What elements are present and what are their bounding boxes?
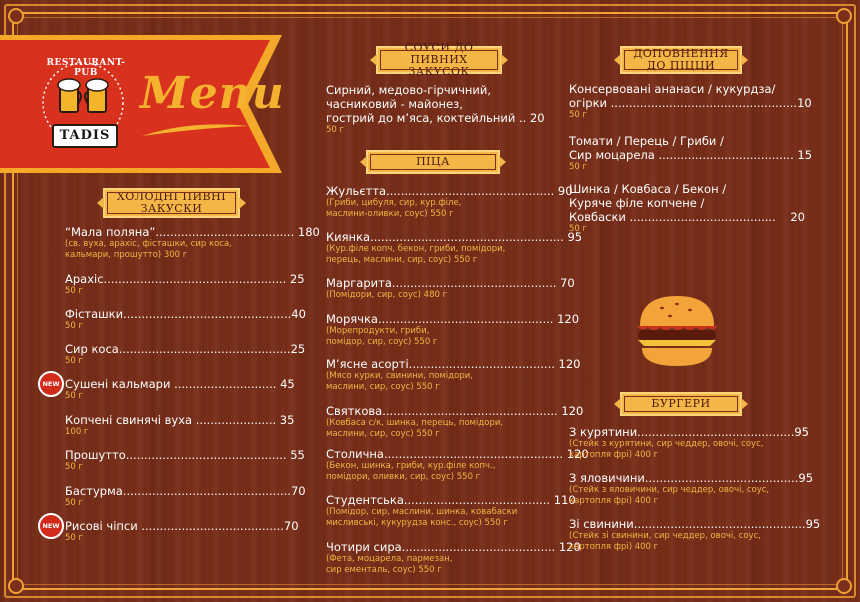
menu-item: [65, 307, 306, 332]
menu-item-name-price: Прошутто............................................ 55: [65, 448, 305, 462]
section-header-cold-snacks: [103, 188, 240, 218]
menu-item-description: 50 г: [65, 498, 83, 508]
menu-item: [326, 230, 582, 265]
section-header-line: ЗАКУСОК: [408, 65, 470, 78]
menu-item-name-price: Томати / Перець / Гриби / Сир моцарела ..................................... 15: [569, 134, 813, 162]
menu-item-description: 50 г: [65, 462, 83, 472]
new-badge: NEW: [38, 371, 64, 397]
menu-item-description: (Гриби, цибуля, сир, кур.філе, маслини-оливки, соус) 550 г: [326, 198, 462, 219]
menu-item-name-price: Киянка..................................................... 95: [326, 230, 583, 244]
menu-item: [326, 312, 579, 347]
section-header-toppings: [620, 46, 742, 74]
section-header-line: ХОЛОДНІ ПИВНІ: [116, 190, 227, 203]
menu-item-name-price: Арахіс.................................................. 25: [65, 272, 305, 286]
menu-item: [569, 134, 812, 173]
menu-item-description: (Помідори, сир, соус) 480 г: [326, 290, 448, 300]
menu-item: [65, 519, 299, 544]
menu-item-description: 50 г: [326, 125, 344, 135]
menu-item: [569, 517, 820, 552]
menu-item-name-price: Морячка................................................ 120: [326, 312, 580, 326]
menu-item-description: (Кур.філе копч, бекон, гриби, помідори, перець, маслини, сир, соус) 550 г: [326, 244, 506, 265]
menu-item-description: (Ковбаса с/к, шинка, перець, помідори, маслини, сир, соус) 550 г: [326, 418, 504, 439]
menu-item: [326, 540, 581, 575]
menu-item: [65, 342, 305, 367]
section-header-line: ПІЦА: [416, 155, 450, 168]
menu-item-description: (Стейк з курятини, сир чеддер, овочі, соус, картопля фрі) 400 г: [569, 439, 764, 460]
menu-item: [326, 493, 576, 528]
swoosh-underline-icon: [140, 122, 250, 138]
menu-item-name-price: Жульєтта.............................................. 90: [326, 184, 573, 198]
menu-item: [569, 471, 813, 506]
menu-item-name-price: М’ясне асорті........................................ 120: [326, 357, 581, 371]
menu-item: [326, 276, 575, 301]
menu-item: [569, 82, 812, 121]
menu-item-description: (Фета, моцарела, пармезан, сир ементаль, соус) 550 г: [326, 554, 453, 575]
menu-item-description: 50 г: [65, 533, 83, 543]
burger-icon: [632, 292, 722, 370]
beer-mugs-icon: [54, 74, 114, 122]
section-header-sauces: [376, 41, 502, 78]
menu-item: [65, 377, 295, 402]
menu-item-description: 50 г: [569, 224, 587, 234]
menu-item-name-price: Шинка / Ковбаса / Бекон / Куряче філе копчене / Ковбаски ........................................ 20: [569, 182, 805, 224]
menu-item-name-price: Святкова................................................ 120: [326, 404, 584, 418]
section-header-line: ЗАКУСКИ: [140, 202, 203, 215]
menu-item-description: 50 г: [65, 286, 83, 296]
new-badge: NEW: [38, 513, 64, 539]
menu-item: [65, 484, 306, 509]
menu-item: [569, 182, 805, 235]
menu-item-name-price: Копчені свинячі вуха ...................... 35: [65, 413, 295, 427]
menu-item-description: 50 г: [65, 356, 83, 366]
menu-item-name-price: З яловичини..........................................95: [569, 471, 814, 485]
section-header-line: БУРГЕРИ: [651, 397, 711, 410]
menu-title: Menu: [140, 68, 285, 119]
menu-item-name-price: Маргарита............................................. 70: [326, 276, 575, 290]
section-header-pizza: [366, 150, 500, 174]
menu-item: [326, 404, 583, 439]
menu-item-description: 50 г: [65, 321, 83, 331]
menu-item-description: (св. вуха, арахіс, фісташки, сир коса, кальмари, прошутто) 300 г: [65, 239, 232, 260]
menu-item-description: (Помідор, сир, маслини, шинка, ковабаски мисливські, кукурудза конс., соус) 550 г: [326, 507, 518, 528]
menu-item-description: (Морепродукти, гриби, помідор, сир, соус) 550 г: [326, 326, 438, 347]
menu-item: [65, 225, 320, 260]
logo-name: TADIS: [52, 124, 118, 148]
corner-ornament: [8, 578, 24, 594]
menu-item-name-price: Сир коса...............................................25: [65, 342, 306, 356]
menu-item-name-price: Бастурма..............................................70: [65, 484, 306, 498]
menu-item-description: 50 г: [569, 162, 587, 172]
menu-item-name-price: Студентська........................................ 110: [326, 493, 576, 507]
logo-arc-text: RESTAURANT-PUB: [46, 58, 126, 78]
menu-item-name-price: Сирний, медово-гірчичний, часниковий - майонез, гострий до м’яса, коктейльний .. 20: [326, 83, 545, 125]
section-header-line: ДОПОВНЕННЯ: [633, 47, 729, 60]
menu-item-description: (Стейк зі свинини, сир чеддер, овочі, соус, картопля фрі) 400 г: [569, 531, 761, 552]
menu-item-description: (Мясо курки, свинини, помідори, маслини, сир, соус) 550 г: [326, 371, 473, 392]
menu-item-name-price: З курятини...........................................95: [569, 425, 809, 439]
section-header-burgers: [620, 392, 742, 416]
menu-item-description: (Бекон, шинка, гриби, кур.філе копч., помідори, оливки, сир, соус) 550 г: [326, 461, 496, 482]
menu-item-name-price: “Мала поляна”...................................... 180: [65, 225, 320, 239]
menu-item: [65, 413, 294, 438]
corner-ornament: [836, 578, 852, 594]
corner-ornament: [836, 8, 852, 24]
menu-item: [326, 184, 573, 219]
menu-item-description: 100 г: [65, 427, 89, 437]
menu-item: [326, 83, 545, 136]
menu-item-name-price: Сушені кальмари ............................ 45: [65, 377, 295, 391]
section-header-line: ДО ПІЦЦИ: [646, 59, 716, 72]
menu-item-name-price: Фісташки..............................................40: [65, 307, 306, 321]
menu-item-name-price: Консервовані ананаси / кукурдза/ огірки ...................................................10: [569, 82, 812, 110]
menu-item-description: 50 г: [65, 391, 83, 401]
menu-item-description: (Стейк з яловичини, сир чеддер, овочі, соус, картопля фрі) 400 г: [569, 485, 770, 506]
section-header-line: СОУСИ ДО ПИВНИХ: [404, 41, 474, 66]
menu-item: [569, 425, 809, 460]
menu-item-name-price: Зі свинини...............................................95: [569, 517, 821, 531]
menu-item: [326, 447, 589, 482]
logo-banner: [0, 40, 285, 168]
menu-item: [326, 357, 581, 392]
menu-item: [65, 272, 305, 297]
menu-item: [65, 448, 305, 473]
menu-item-name-price: Рисові чіпси .......................................70: [65, 519, 299, 533]
menu-item-description: 50 г: [569, 110, 587, 120]
menu-item-name-price: Столична................................................. 120: [326, 447, 589, 461]
corner-ornament: [8, 8, 24, 24]
menu-item-name-price: Чотири сира.......................................... 120: [326, 540, 581, 554]
